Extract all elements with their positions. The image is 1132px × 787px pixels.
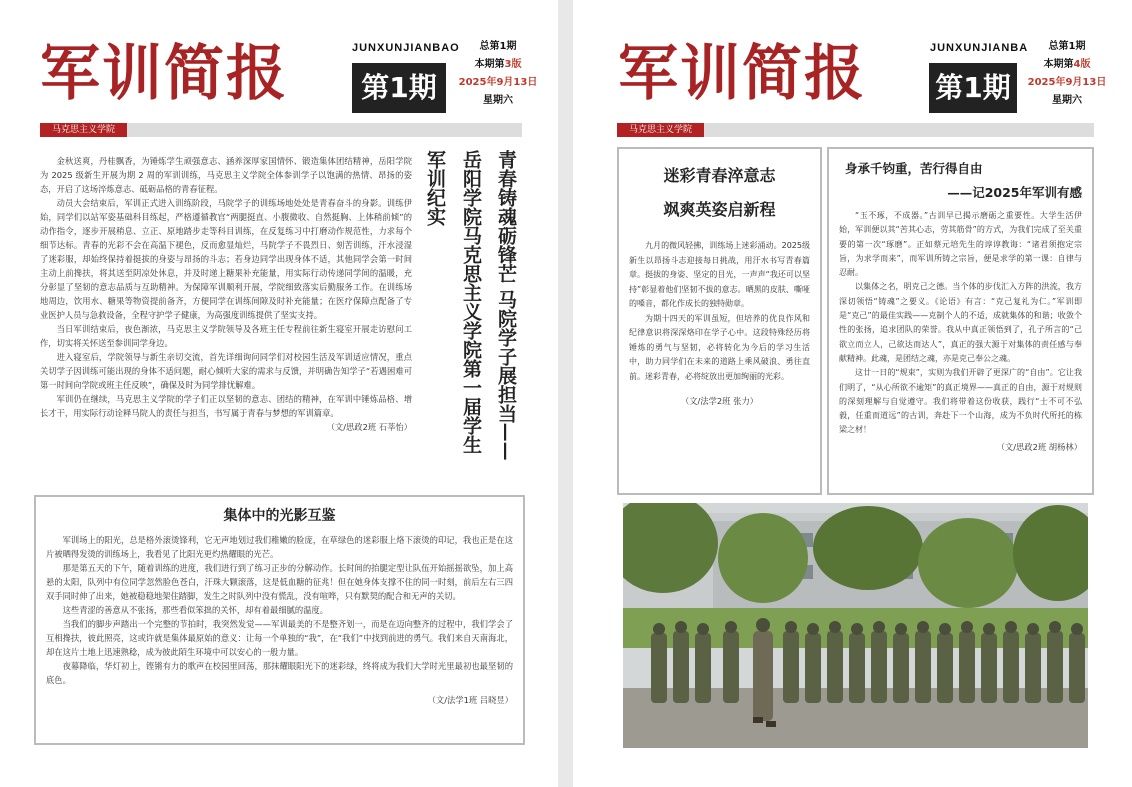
meta-weekday: 星期六 <box>1052 95 1082 106</box>
headline-line-1: 青春铸魂砺锋芒 马院学子展担当—— <box>495 150 517 461</box>
meta-total: 总第1期 <box>1048 41 1086 52</box>
feature-box <box>34 495 525 745</box>
main-article <box>40 154 412 434</box>
college-bar <box>617 123 1094 137</box>
article-body <box>629 239 810 408</box>
feature-paragraph: 夜幕降临，华灯初上，铿锵有力的歌声在校园里回荡，那抹耀眼阳光下的迷彩绿，终将成为我们大学时光里最初也最坚韧的底色。 <box>46 661 513 685</box>
headline-line-3: 军训纪实 <box>424 150 446 226</box>
article-box-left <box>617 147 822 495</box>
article-byline: （文/思政2班 胡杨林） <box>996 441 1082 452</box>
article-byline: （文/思政2班 石莘怡） <box>326 422 412 432</box>
masthead-pinyin: JUNXUNJIANBA <box>930 42 1029 54</box>
article-title-line-2: ——记2025年军训有感 <box>947 185 1082 200</box>
meta-weekday: 星期六 <box>483 95 513 106</box>
masthead-title: 军训简报 <box>618 39 866 109</box>
article-paragraph: 九月的微风轻拂，训练场上迷彩涌动。2025级新生以昂扬斗志迎接每日挑战，用汗水书写青春篇章。挺拔的身姿、坚定的目光，一声声“我还可以坚持”彰显着他们坚韧不拔的意志。晒黑的皮肤、嘶哑的嗓音，都化作成长的独特勋章。 <box>629 241 810 308</box>
feature-paragraph: 当我们的脚步声踏出一个完整的节拍时，我突然发觉——军训最美的不是整齐划一，而是在迈向整齐的过程中，我们学会了互相搀扶，彼此照亮，这或许就是集体最原始的意义：让每一个单独的“我”，在“我们”中找到前进的勇气。我们来自天南海北，却在这片土地上迅速熟稔，成为彼此陌生环境中可以安心的一般力量。 <box>46 619 513 657</box>
meta-this-issue: 本期第3版 <box>474 59 522 70</box>
college-bar <box>40 123 522 137</box>
article-title-line-2: 飒爽英姿启新程 <box>663 200 776 219</box>
article-paragraph: 军训仍在继续，马克思主义学院的学子们正以坚韧的意志、团结的精神，在军训中锤炼品格、增长才干，用实际行动诠释马院人的责任与担当，书写属于青春与梦想的军训篇章。 <box>40 394 412 418</box>
article-paragraph: 为期十四天的军训虽短，但培养的优良作风和纪律意识将深深烙印在学子心中。这段特殊经历将锤炼的勇气与坚韧，必将转化为今后的学习生活中，助力同学们在未来的道路上乘风破浪、勇往直前。迷彩青春，必将绽放出更加绚丽的光彩。 <box>629 313 810 381</box>
military-training-photo <box>623 503 1088 748</box>
article-paragraph: 动员大会结束后，军训正式进入训练阶段，马院学子的训练场地处处是青春奋斗的身影。训练伊始，同学们以站军姿基础科目练起，严格遵循教官“两腿挺直、小腹微收、自然挺胸、上体稍前倾”的动作指令，逐步开展稍息、立正、原地踏步走等科目训练，在反复练习中打磨动作规范性，力求每个细节达标。青春的光彩不会在高温下褪色，反而愈显灿烂，马院学子不畏烈日、刻苦训练，汗水浸湿了迷彩服，却始终保持着挺拔的身姿与昂扬的斗志；若身边同学出现身体不适，其他同学会第一时间主动上前搀扶，将其送至阴凉处休息，并及时递上糖果补充能量，用实际行动传递同学间的温暖，充分彰显了坚韧的意志品质与互助精神。为保障军训顺利开展，学院细致落实后勤服务工作。在训练场地周边，饮用水、糖果等物资提前备齐，方便同学在训练间隙及时补充能量；在医疗保障点配备了专业医护人员与急救设备，全程守护学子健康，为高强度训练提供了坚实支持。 <box>40 198 412 320</box>
feature-body <box>46 533 513 707</box>
issue-meta <box>450 38 546 110</box>
article-paragraph: 以集体之名，明克己之德。当个体的步伐汇入方阵的洪流，我方深切领悟“铸魂”之要义。《论语》有言：“克己复礼为仁。”军训即是“克己”的最佳实践——克制个人的不适，成就集体的和谐；收敛个性的张扬，追求团队的荣誉。我从中真正领悟到了，孔子所言的“己欲立而立人，己欲达而达人”，真正的强大源于对集体的责任感与奉献精神。此魂，是团结之魂，亦是克己奉公之魂。 <box>839 282 1082 363</box>
article-title-line-1: 迷彩青春淬意志 <box>663 166 776 185</box>
article-body <box>839 209 1082 454</box>
feature-paragraph: 这些青涩的善意从不张扬，那些看似笨拙的关怀，却有着最细腻的温度。 <box>62 605 329 615</box>
college-label: 马克思主义学院 <box>40 123 127 137</box>
issue-number-box: 第1期 <box>929 63 1017 113</box>
feature-title: 集体中的光影互鉴 <box>223 508 336 524</box>
newsletter-page-right <box>573 0 1132 787</box>
article-box-right <box>827 147 1094 495</box>
meta-this-issue: 本期第4版 <box>1043 59 1091 70</box>
masthead-title: 军训简报 <box>40 39 288 109</box>
article-paragraph: 这廿一日的“规束”，实则为我们开辟了更深广的“自由”。它让我们明了，“从心所欲不逾矩”的真正境界——真正的自由，源于对规则的深刻理解与自觉遵守。我们将带着这份收获，践行“士不可不弘毅，任重而道远”的古训，奔赴下一个山海，成为不负时代所托的栋梁之材！ <box>839 368 1082 435</box>
meta-total: 总第1期 <box>479 41 517 52</box>
feature-paragraph: 那是第五天的下午，随着训练的进度，我们进行到了练习正步的分解动作。长时间的抬腿定型让队伍开始摇摇欲坠，加上高悬的太阳，队列中有位同学忽然脸色苍白，汗珠大颗滚落，这是低血糖的征兆！但在她身体支撑不住的同一时刻，前后左右三四双手同时伸了出来，她被稳稳地架住踏脚，发生之时队列中没有慌乱，没有喧哗，只有默契的配合和无声的关切。 <box>46 563 513 601</box>
feature-paragraph: 军训场上的阳光，总是格外滚烫锋利，它无声地划过我们稚嫩的脸庞，在草绿色的迷彩服上烙下滚烫的印记，我也正是在这片被晒得发烫的训练场上，我看见了比阳光更灼热耀眼的光芒。 <box>46 535 513 559</box>
meta-date: 2025年9月13日 <box>1027 77 1107 88</box>
headline-line-2: 岳阳学院马克思主义学院第一届学生 <box>460 150 482 454</box>
article-paragraph: “玉不琢，不成器。”古训早已揭示磨砺之重要性。大学生活伊始，军训便以其“苦其心志，劳其筋骨”的方式，为我们完成了至关重要的第一次“琢磨”。正如蔡元培先生的谆谆教诲：“诸君须抱定宗旨，为求学而来”，而军训所铸之宗旨，便是求学的第一课：自律与忍耐。 <box>839 211 1082 278</box>
article-title-line-1: 身承千钧重，苦行得自由 <box>845 161 983 176</box>
feature-byline: （文/法学1班 吕晓昱） <box>427 695 513 705</box>
issue-number-box: 第1期 <box>352 63 446 113</box>
article-paragraph: 当日军训结束后，夜色渐浓，马克思主义学院领导及各班主任专程前往新生寝室开展走访慰问工作，切实将关怀送至参训同学身边。 <box>40 324 412 348</box>
newsletter-page-left <box>0 0 558 787</box>
article-paragraph: 金秋送爽，丹桂飘香，为锤炼学生顽强意志、涵养深厚家国情怀、锻造集体团结精神，岳阳学院为 2025 级新生开展为期 2 周的军训训练，马克思主义学院全体参训学子以饱满的热情、昂扬的姿态，开启了这场淬炼意志、砥砺品格的青春征程。 <box>40 156 412 194</box>
article-paragraph: 进入寝室后，学院领导与新生亲切交流，首先详细询问同学们对校园生活及军训适应情况，重点关切学子因训练可能出现的身体不适问题，耐心倾听大家的需求与反馈，并明确告知学子“若遇困难可第一时间向学院或班主任反映”，确保及时为同学排忧解难。 <box>40 352 412 390</box>
issue-meta <box>1019 38 1115 110</box>
meta-date: 2025年9月13日 <box>458 77 538 88</box>
article-byline: （文/法学2班 张力） <box>680 396 759 406</box>
college-label: 马克思主义学院 <box>617 123 704 137</box>
training-photo-illustration <box>623 503 1088 748</box>
masthead-pinyin: JUNXUNJIANBAO <box>352 42 460 54</box>
